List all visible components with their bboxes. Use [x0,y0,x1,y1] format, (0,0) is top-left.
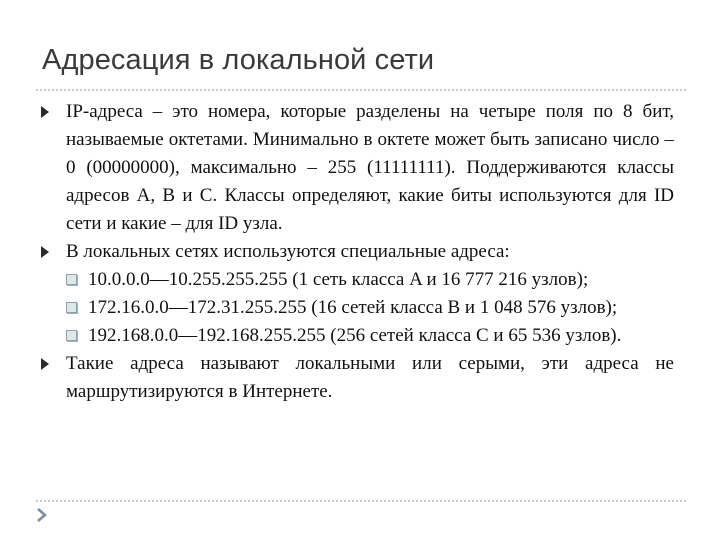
bullet-text: В локальных сетях используются специальные адреса: [66,241,510,262]
next-slide-arrow-icon[interactable] [33,506,51,524]
triangle-bullet-icon [41,246,49,258]
slide-title: Адресация в локальной сети [42,44,435,76]
subitem-class-b [38,294,674,322]
subitem-text: 192.168.0.0—192.168.255.255 (256 сетей класса C и 65 536 узлов). [88,325,622,346]
bullet-local-gray-addresses [38,350,674,406]
footer-divider [36,500,686,502]
subitem-text: 10.0.0.0—10.255.255.255 (1 сеть класса A и 16 777 216 узлов); [88,269,589,290]
subitem-class-a [38,266,674,294]
subitem-text: 172.16.0.0—172.31.255.255 (16 сетей класса B и 1 048 576 узлов); [88,297,618,318]
slide-content [38,98,674,406]
square-bullet-icon [66,330,77,341]
triangle-bullet-icon [41,358,49,370]
square-bullet-icon [66,274,77,285]
title-divider [36,89,686,91]
triangle-bullet-icon [41,106,49,118]
square-bullet-icon [66,302,77,313]
bullet-text: Такие адреса называют локальными или серыми, эти адреса не маршрутизируются в Интернете. [66,353,674,402]
subitem-class-c [38,322,674,350]
bullet-special-addresses [38,238,674,266]
bullet-ip-addresses [38,98,674,238]
bullet-text: IP-адреса – это номера, которые разделены на четыре поля по 8 бит, называемые октетами. Минимально в октете может быть записано число – 0 (00000000), максимально – 255 (11111111). Поддерживаются классы адресов А, В и С. Классы определяют, какие биты используются для ID сети и какие – для ID узла. [66,101,674,234]
